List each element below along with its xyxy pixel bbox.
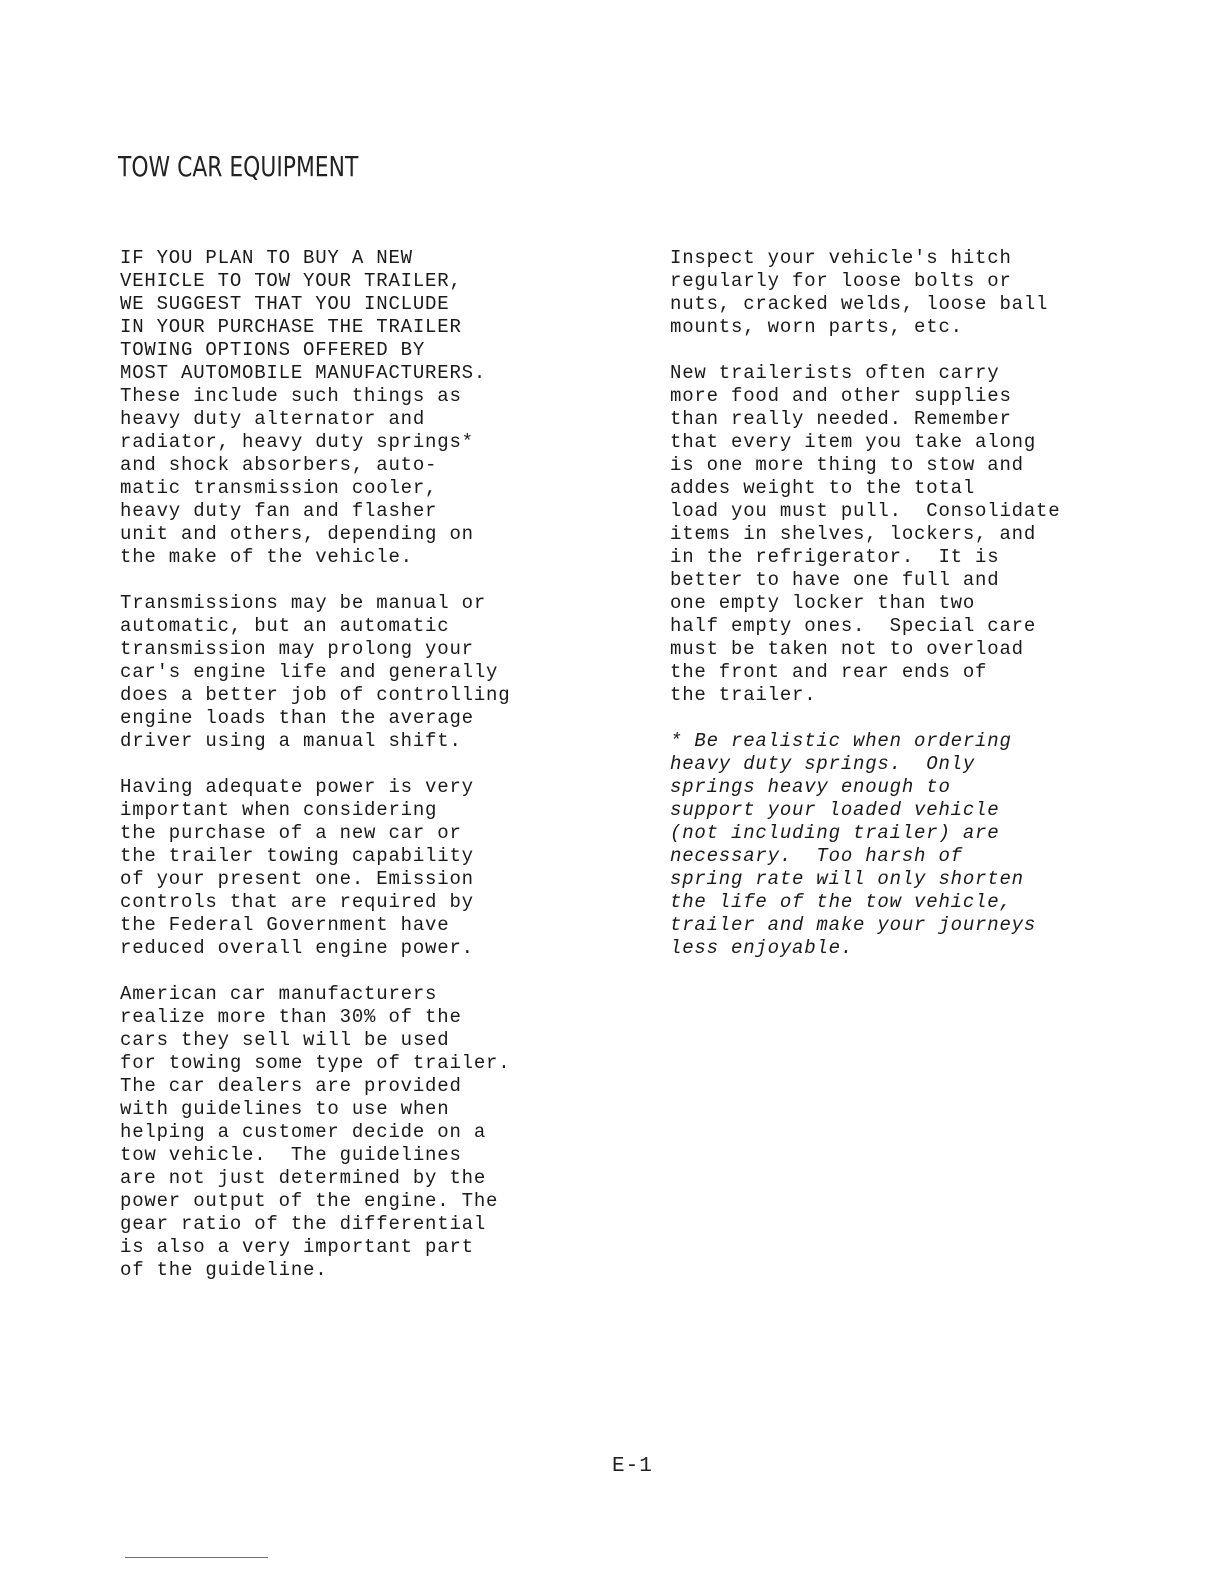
text-line: driver using a manual shift. — [120, 730, 462, 753]
text-line: is one more thing to stow and — [670, 454, 1024, 477]
footnote-line: * Be realistic when ordering — [670, 730, 1012, 753]
text-line: gear ratio of the differential — [120, 1213, 487, 1236]
text-line: of the guideline. — [120, 1259, 328, 1282]
text-line: better to have one full and — [670, 569, 1000, 592]
text-line: one empty locker than two — [670, 592, 976, 615]
text-line: is also a very important part — [120, 1236, 474, 1259]
text-line: New trailerists often carry — [670, 361, 1000, 384]
text-line: heavy duty fan and flasher — [120, 500, 438, 523]
right-column — [670, 247, 1190, 983]
footnote-line: necessary. Too harsh of — [670, 845, 963, 868]
text-line: heavy duty alternator and — [120, 408, 426, 431]
paragraph-hitch-inspection — [670, 247, 1190, 339]
text-line: automatic, but an automatic — [120, 615, 450, 638]
text-line: Inspect your vehicle's hitch — [670, 247, 1012, 269]
text-line: and shock absorbers, auto- — [120, 454, 438, 477]
page-title: TOW CAR EQUIPMENT — [118, 150, 359, 183]
text-line: does a better job of controlling — [120, 684, 511, 707]
footnote-line: (not including trailer) are — [670, 822, 1000, 845]
footnote-line: springs heavy enough to — [670, 776, 951, 799]
text-line: matic transmission cooler, — [120, 477, 438, 500]
text-line: important when considering — [120, 799, 438, 822]
text-line: MOST AUTOMOBILE MANUFACTURERS. — [120, 362, 487, 385]
text-line: WE SUGGEST THAT YOU INCLUDE — [120, 293, 450, 316]
text-line: the purchase of a new car or — [120, 822, 462, 845]
text-line: tow vehicle. The guidelines — [120, 1144, 462, 1167]
text-line: the trailer towing capability — [120, 845, 474, 868]
text-line: must be taken not to overload — [670, 638, 1024, 661]
paragraph-power — [120, 776, 590, 960]
text-line: realize more than 30% of the — [120, 1006, 462, 1029]
footnote-line: heavy duty springs. Only — [670, 753, 976, 776]
text-line: helping a customer decide on a — [120, 1121, 487, 1144]
text-line: IN YOUR PURCHASE THE TRAILER — [120, 316, 462, 339]
footnote-line: the life of the tow vehicle, — [670, 891, 1012, 914]
text-line: cars they sell will be used — [120, 1029, 450, 1052]
left-column — [120, 247, 590, 1305]
text-line: power output of the engine. The — [120, 1190, 499, 1213]
text-line: the Federal Government have — [120, 914, 450, 937]
text-line: addes weight to the total — [670, 477, 976, 500]
text-line: American car manufacturers — [120, 983, 438, 1006]
text-line: The car dealers are provided — [120, 1075, 462, 1098]
text-line: reduced overall engine power. — [120, 937, 474, 960]
text-line: TOWING OPTIONS OFFERED BY — [120, 339, 426, 362]
text-line: Having adequate power is very — [120, 776, 474, 799]
footnote-line: trailer and make your journeys — [670, 914, 1037, 937]
text-line: the trailer. — [670, 684, 817, 707]
text-line: IF YOU PLAN TO BUY A NEW — [120, 247, 413, 269]
text-line: in the refrigerator. It is — [670, 546, 1000, 569]
text-line: controls that are required by — [120, 891, 474, 914]
text-line: car's engine life and generally — [120, 661, 499, 684]
text-line: engine loads than the average — [120, 707, 474, 730]
text-line: regularly for loose bolts or — [670, 270, 1012, 293]
footnote-line: support your loaded vehicle — [670, 799, 1000, 822]
text-line: nuts, cracked welds, loose ball — [670, 293, 1049, 316]
text-line: the front and rear ends of — [670, 661, 988, 684]
paragraph-transmissions — [120, 592, 590, 753]
text-line: transmission may prolong your — [120, 638, 474, 661]
text-line: unit and others, depending on — [120, 523, 474, 546]
text-line: that every item you take along — [670, 431, 1037, 453]
text-line: load you must pull. Consolidate — [670, 500, 1061, 523]
text-line: for towing some type of trailer. — [120, 1052, 511, 1075]
footnote — [670, 730, 1190, 960]
bottom-divider — [125, 1557, 268, 1558]
paragraph-manufacturers — [120, 983, 590, 1282]
paragraph-options — [120, 247, 590, 569]
text-line: with guidelines to use when — [120, 1098, 450, 1121]
text-line: are not just determined by the — [120, 1167, 487, 1190]
text-line: These include such things as — [120, 385, 462, 408]
paragraph-loading — [670, 362, 1190, 707]
footnote-line: spring rate will only shorten — [670, 868, 1024, 891]
page-number: E-1 — [612, 1455, 653, 1478]
text-line: than really needed. Remember — [670, 407, 1012, 430]
text-line: of your present one. Emission — [120, 868, 474, 891]
text-line: the make of the vehicle. — [120, 546, 413, 569]
text-line: mounts, worn parts, etc. — [670, 316, 963, 339]
text-line: half empty ones. Special care — [670, 615, 1037, 638]
text-line: more food and other supplies — [670, 384, 1012, 407]
text-line: Transmissions may be manual or — [120, 592, 487, 615]
footnote-line: less enjoyable. — [670, 937, 854, 960]
text-line: VEHICLE TO TOW YOUR TRAILER, — [120, 270, 462, 293]
text-line: radiator, heavy duty springs* — [120, 431, 474, 454]
text-line: items in shelves, lockers, and — [670, 523, 1037, 546]
